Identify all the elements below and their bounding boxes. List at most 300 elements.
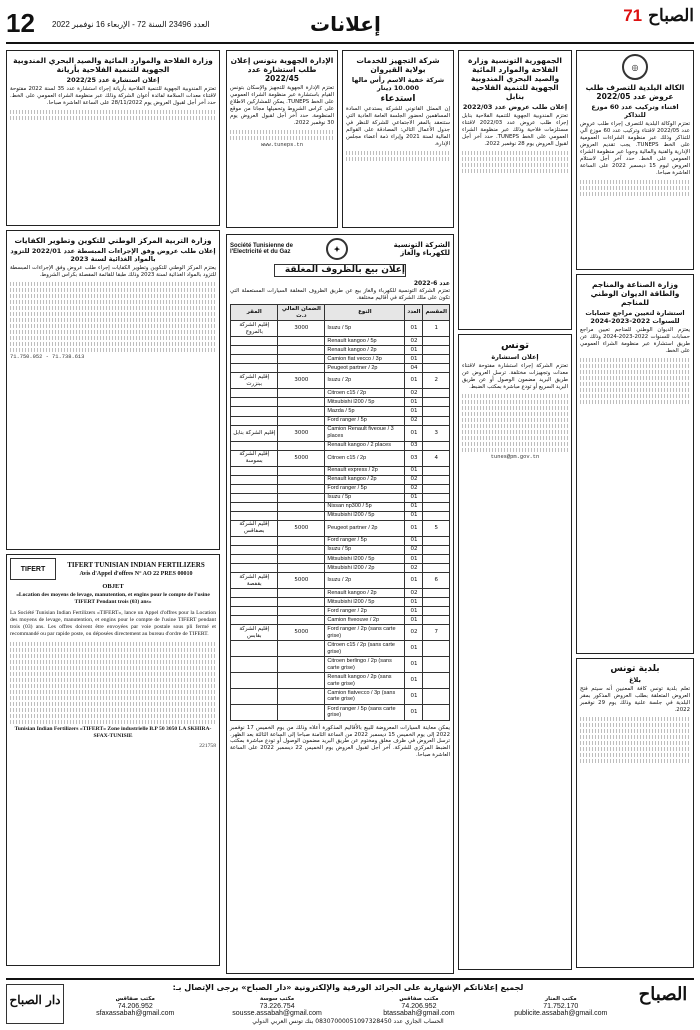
table-row [231, 321, 450, 337]
page-number: 12 [6, 8, 35, 38]
cell-lot [423, 607, 450, 616]
contact-phone: 74.206.952 [401, 1002, 437, 1010]
notice-office-mines [576, 274, 694, 654]
cell-type: Renault kangoo / 5p [325, 337, 405, 346]
column-3 [342, 50, 454, 230]
notice-title: الكالة البلدية للتصرف طلب عروض عدد 2022/05 [585, 83, 685, 101]
table-row [231, 346, 450, 355]
cell-type: Citroen berlingo / 2p (sans carte grise) [325, 657, 405, 673]
cell-lot [423, 466, 450, 475]
notice-kairouan [342, 50, 454, 228]
contact-phone: 71.752.170 [543, 1002, 579, 1010]
dar-assabah-logo: دار الصباح [6, 984, 64, 1024]
notice-title: الإدارة الجهوية بتونس إعلان طلب استشارة عدد 2022/45 [230, 56, 334, 83]
col-header-site: المقر [231, 305, 278, 321]
notice-title: شركة التجهيز للخدمات بولاية القيروان [356, 56, 440, 74]
table-row [231, 484, 450, 493]
steg-name-fr: Société Tunisienne de l'Electricité et du Gaz [230, 243, 293, 255]
table-row [231, 441, 450, 450]
notice-body: تعتزم المندوبية الجهوية للتنمية الفلاحية بنابل إجراء طلب عروض عدد 2022/03 لاقتناء مستلزمات فلاحية وذلك عبر منظومة الشراء العمومي على الخط TUNEPS. حدد آخر أجل لقبول العروض يوم 28 نوفمبر 2022. [462, 113, 568, 148]
cell-guarantee [278, 407, 325, 416]
tifert-heading [56, 559, 216, 579]
masthead-logo [622, 6, 694, 26]
cell-type: Renault kangoo / 2p (sans carte grise) [325, 673, 405, 689]
cell-guarantee [278, 673, 325, 689]
cell-guarantee [278, 364, 325, 373]
notice-body: تعتزم الوكالة البلدية للتصرف إجراء طلب عروض عدد 2022/05 لاقتناء وتركيب عدد 60 موزع آلي للتذاكر وذلك عبر منظومة الشراءات العمومية على الخط TUNEPS. يجب تقديم العروض الإدارية والفنية والمالية وجوبا عبر منظومة الشراء العمومي على الخط. حدد آخر أجل لاستلام العروض ليوم 15 ديسمبر 2022 على الساعة العاشرة صباحا. [580, 121, 691, 177]
notice-subtitle: إعلان طلب عروض عدد 2022/03 [462, 103, 568, 111]
cell-lot [423, 389, 450, 398]
website-link[interactable]: www.tuneps.tn [260, 142, 304, 149]
cell-type: Peugeot partner / 2p [325, 364, 405, 373]
cell-type: Isuzu / 5p [325, 321, 405, 337]
contact-office [68, 996, 202, 1017]
col-header-count: العدد [405, 305, 423, 321]
cell-count: 01 [405, 607, 423, 616]
notice-body: يعتزم الديوان الوطني للمناجم تعيين مراجع حسابات للسنوات 2022-2023-2024 وذلك عن طريق استشارة عبر منظومة الشراء العمومي على الخط. [580, 327, 690, 355]
table-row [231, 416, 450, 425]
cell-count: 01 [405, 373, 423, 389]
notice-title: وزارة الفلاحة والموارد المائية والصيد البحري المندوبية الجهوية للتنمية الفلاحية بأريانة [13, 56, 213, 74]
cell-lot [423, 616, 450, 625]
contact-label: مكتب سوسة [259, 996, 295, 1002]
cell-site [231, 641, 278, 657]
cell-type: Ford ranger / 5p [325, 536, 405, 545]
cell-lot [423, 337, 450, 346]
cell-guarantee: 5000 [278, 520, 325, 536]
cell-guarantee [278, 355, 325, 364]
cell-type: Isuzu / 5p [325, 493, 405, 502]
cell-count: 01 [405, 657, 423, 673]
cell-lot: 5 [423, 520, 450, 536]
cell-guarantee: 5000 [278, 573, 325, 589]
notice-subtitle: استشارة لتعيين مراجع حسابات للسنوات 2022-2023-2024 [585, 309, 685, 325]
cell-lot: 6 [423, 573, 450, 589]
cell-count: 01 [405, 493, 423, 502]
cell-count: 03 [405, 450, 423, 466]
section-title: إعلانات [310, 12, 381, 36]
cell-lot: 2 [423, 373, 450, 389]
notice-direction-regionale [226, 50, 338, 228]
cell-count: 01 [405, 511, 423, 520]
municipal-agency-logo: ◎ [622, 54, 648, 80]
steg-notice-title: إعلان بيع بالظروف المغلقة [274, 264, 406, 277]
cell-count: 01 [405, 598, 423, 607]
table-row [231, 673, 450, 689]
cell-site [231, 416, 278, 425]
cell-lot [423, 346, 450, 355]
cell-site: إقليم الشركة بقابس [231, 625, 278, 641]
cell-lot [423, 502, 450, 511]
cell-type: Renault express / 2p [325, 466, 405, 475]
cell-guarantee [278, 389, 325, 398]
cell-count: 02 [405, 625, 423, 641]
cell-type: Renault kangoo / 2 places [325, 441, 405, 450]
notice-title: تونس [501, 340, 529, 351]
cell-guarantee [278, 545, 325, 554]
cell-lot [423, 689, 450, 705]
cell-lot [423, 441, 450, 450]
table-row [231, 598, 450, 607]
cell-site [231, 364, 278, 373]
cell-type: Renault kangoo / 2p [325, 589, 405, 598]
steg-header [230, 238, 450, 260]
tifert-header [10, 558, 216, 580]
assabah-logo: الصباح [638, 984, 688, 1005]
notice-title: وزارة التربية المركز الوطني للتكوين وتطوير الكفايات [14, 236, 212, 245]
cell-count: 01 [405, 425, 423, 441]
col-header-type: النوع [325, 305, 405, 321]
cell-site [231, 511, 278, 520]
notice-subtitle: اقتناء وتركيب عدد 60 موزع للتذاكر [591, 103, 679, 119]
cell-count: 01 [405, 502, 423, 511]
contact-office [494, 996, 628, 1017]
table-row [231, 502, 450, 511]
cell-lot [423, 641, 450, 657]
tifert-objet-label: OBJET [102, 583, 124, 590]
cell-type: Mitsubishi l200 / 5p [325, 511, 405, 520]
cell-lot [423, 398, 450, 407]
cell-guarantee [278, 475, 325, 484]
masthead [622, 6, 694, 40]
contact-phone: 73.226.754 [259, 1002, 295, 1010]
notice-baladiya-tunis [576, 658, 694, 968]
cell-lot [423, 484, 450, 493]
cell-guarantee [278, 554, 325, 563]
notice-nabeul [458, 50, 572, 330]
table-row [231, 407, 450, 416]
contact-email: tunes@pm.gov.tn [490, 454, 540, 461]
cell-guarantee [278, 598, 325, 607]
cell-type: Isuzu / 2p [325, 573, 405, 589]
cell-site [231, 545, 278, 554]
cell-guarantee [278, 416, 325, 425]
cell-site [231, 704, 278, 720]
table-row [231, 520, 450, 536]
cell-count: 01 [405, 346, 423, 355]
cell-site [231, 441, 278, 450]
column-2 [458, 50, 572, 974]
cell-lot [423, 364, 450, 373]
cell-count: 01 [405, 573, 423, 589]
cell-guarantee [278, 441, 325, 450]
table-row [231, 641, 450, 657]
notice-body: تعتزم الشركة إجراء استشارة مفتوحة لاقتناء معدات وتجهيزات مختلفة. ترسل العروض عن طريق البريد مضمون الوصول أو عن طريق البريد السريع أو تودع مباشرة بمكتب الضبط. [462, 363, 568, 391]
contact-email: publicite.assabah@gmail.com [514, 1009, 608, 1017]
cell-guarantee: 3000 [278, 321, 325, 337]
cell-lot [423, 564, 450, 573]
table-row [231, 337, 450, 346]
notice-subtitle: بلاغ [629, 676, 641, 684]
cell-site [231, 484, 278, 493]
cell-lot [423, 545, 450, 554]
cell-guarantee: 5000 [278, 625, 325, 641]
tifert-ref: 221758 [199, 743, 216, 750]
table-row [231, 511, 450, 520]
notice-subtitle: شركة خفية الاسم رأس مالها 10.000 دينار [351, 76, 445, 92]
cell-type: Citroen c15 / 2p [325, 450, 405, 466]
table-row [231, 425, 450, 441]
cell-site: إقليم الشركة بالمروج [231, 321, 278, 337]
cell-site [231, 389, 278, 398]
cell-type: Citroen c15 / 2p (sans carte grise) [325, 641, 405, 657]
cell-type: Camion fiat vecco / 3p [325, 355, 405, 364]
cell-site [231, 598, 278, 607]
cell-lot [423, 673, 450, 689]
cell-type: Isuzu / 5p [325, 545, 405, 554]
cell-count: 02 [405, 589, 423, 598]
table-row [231, 475, 450, 484]
cell-site [231, 589, 278, 598]
bank-account: الحساب الجاري عدد 08307000051097328450 بنك تونس العربي الدولي [252, 1018, 444, 1025]
steg-logo-icon: ✦ [326, 238, 348, 260]
cell-count: 02 [405, 416, 423, 425]
tifert-company: TIFERT TUNISIAN INDIAN FERTILIZERS [67, 561, 205, 569]
cell-site: إقليم الشركة بقفصة [231, 573, 278, 589]
notice-body: تعلم بلدية تونس كافة المعنيين أنه سيتم فتح العروض المتعلقة بطلب العروض المذكور بمقر البلدية في جلسة علنية وذلك يوم 29 نوفمبر 2022. [580, 686, 690, 714]
table-row [231, 607, 450, 616]
cell-type: Citroen c15 / 2p [325, 389, 405, 398]
cell-count: 02 [405, 484, 423, 493]
column-1 [576, 50, 694, 974]
notice-title: وزارة الصناعة والمناجم والطاقة الديوان الوطني للمناجم [590, 280, 680, 307]
cell-site [231, 554, 278, 563]
table-row [231, 389, 450, 398]
table-row [231, 689, 450, 705]
cell-lot [423, 416, 450, 425]
issue-line: العدد 23496 السنة 72 - الإربعاء 16 نوفمبر 2022 [52, 20, 210, 29]
cell-guarantee [278, 536, 325, 545]
cell-site [231, 337, 278, 346]
cell-guarantee [278, 502, 325, 511]
table-row [231, 536, 450, 545]
cell-type: Mitsubishi l200 / 2p [325, 564, 405, 573]
cell-site: إقليم الشركة بسوسة [231, 450, 278, 466]
cell-site [231, 398, 278, 407]
steg-name-ar: الشركة التونسية للكهرباء والغاز [393, 241, 450, 257]
cell-guarantee [278, 657, 325, 673]
notice-title: بلدية تونس [610, 664, 660, 674]
cell-count: 02 [405, 545, 423, 554]
cell-lot [423, 355, 450, 364]
cell-type: Mitsubishi l200 / 5p [325, 398, 405, 407]
page-footer [6, 978, 694, 1024]
footer-contacts [68, 996, 628, 1017]
cell-site [231, 475, 278, 484]
tifert-notice-number: Avis d'Appel d'offres N° AO 22 PRES 00010 [79, 571, 193, 577]
contact-email: sousse.assabah@gmail.com [232, 1009, 322, 1017]
table-row [231, 589, 450, 598]
cell-type: Ford ranger / 5p (sans carte grise) [325, 704, 405, 720]
cell-count: 01 [405, 616, 423, 625]
cell-count: 02 [405, 564, 423, 573]
table-row [231, 554, 450, 563]
contact-label: مكتب المنار [544, 996, 577, 1002]
steg-footer-text: يمكن معاينة السيارات المعروضة للبيع بالأقاليم المذكورة أعلاه وذلك من يوم الخميس 17 نوفمبر 2022 إلى يوم الخميس 15 ديسمبر 2022 من الساعة الثامنة صباحا إلى الساعة الثالثة بعد الظهر. ترسل العروض في ظرف مغلق ومختوم عن طريق البريد مضمون الوصول أو تودع مباشرة بمكتب الضبط المركزي للشركة. آخر أجل لقبول العروض يوم الخميس 22 ديسمبر 2022 على الساعة العاشرة صباحا. [230, 724, 450, 758]
footer-title: لجميع إعلاناتكم الإشهارية على الجرائد الورقية والإلكترونية «دار الصباح» يرجى الإتصال بـ: [172, 983, 524, 992]
cell-type: Camion fiveouve / 2p [325, 616, 405, 625]
cell-count: 01 [405, 355, 423, 364]
cell-type: Mitsubishi l200 / 5p [325, 554, 405, 563]
contact-office [352, 996, 486, 1017]
cell-type: Mazda / 5p [325, 407, 405, 416]
table-row [231, 657, 450, 673]
column-4 [226, 50, 338, 230]
cell-site: إقليم الشركة ببنزرت [231, 373, 278, 389]
cell-guarantee: 5000 [278, 450, 325, 466]
cell-guarantee [278, 346, 325, 355]
cell-count: 01 [405, 641, 423, 657]
cell-type: Mitsubishi l200 / 5p [325, 598, 405, 607]
notice-subtitle: إعلان استشارة عدد 2022/25 [66, 76, 160, 84]
page-header [6, 6, 694, 44]
table-row [231, 616, 450, 625]
table-row [231, 398, 450, 407]
cell-site [231, 689, 278, 705]
cell-type: Camion Renault fiveoue / 3 places [325, 425, 405, 441]
cell-count: 02 [405, 389, 423, 398]
cell-guarantee [278, 641, 325, 657]
phone-numbers: 71.750.052 - 71.738.613 [10, 354, 85, 361]
cell-lot [423, 589, 450, 598]
cell-lot: 4 [423, 450, 450, 466]
col-header-lot: المقسم [423, 305, 450, 321]
cell-site [231, 657, 278, 673]
cell-type: Ford ranger / 2p (sans carte grise) [325, 625, 405, 641]
cell-count: 01 [405, 520, 423, 536]
cell-site [231, 502, 278, 511]
notice-body: تعتزم المندوبية الجهوية للتنمية الفلاحية بأريانة إجراء استشارة عدد 35 لسنة 2022 مفتوحة لاقتناء معدات السلامة لفائدة أعوان الشركة وذلك عبر منظومة الشراء العمومي على الخط. حدد آخر أجل لقبول العروض يوم 28/11/2022 على الساعة العاشرة صباحا. [10, 86, 216, 107]
col-header-guarantee: الضمان المالي د.ت [278, 305, 325, 321]
cell-site: إقليم الشركة بنابل [231, 425, 278, 441]
cell-site [231, 616, 278, 625]
steg-intro: تعتزم الشركة التونسية للكهرباء والغاز بيع عن طريق الظروف المغلقة السيارات المستعملة التي تكون على ملك الشركة في أقاليم مختلفة. [230, 287, 450, 301]
cell-site [231, 346, 278, 355]
cell-lot [423, 511, 450, 520]
cell-site [231, 564, 278, 573]
cell-lot [423, 407, 450, 416]
contact-email: btassabah@gmail.com [383, 1009, 455, 1017]
notice-body: يعتزم المركز الوطني للتكوين وتطوير الكفايات إجراء طلب عروض وفق الإجراءات المبسطة للتزود بالمواد الغذائية لسنة 2023 وذلك طبقا للقائمة المفصلة بكراس الشروط. [10, 265, 216, 279]
steg-table-body [231, 321, 450, 721]
contact-email: sfaxassabah@gmail.com [96, 1009, 175, 1017]
cell-lot [423, 704, 450, 720]
notice-subtitle: إعلان طلب عروض وفق الإجراءات المبسطة عدد 2022/01 للتزود بالمواد الغذائية لسنة 2023 [10, 247, 216, 263]
table-row [231, 564, 450, 573]
contact-label: مكتب صفاقس [115, 996, 155, 1002]
notice-agence-municipale [576, 50, 694, 270]
cell-site [231, 466, 278, 475]
cell-lot: 1 [423, 321, 450, 337]
notice-title: الجمهورية التونسية وزارة الفلاحة والموارد المائية والصيد البحري المندوبية الجهوية للتنمية الفلاحية بنابل [468, 56, 562, 101]
cell-type: Ford ranger / 5p [325, 484, 405, 493]
column-5 [6, 50, 220, 974]
cell-count: 01 [405, 407, 423, 416]
cell-guarantee [278, 589, 325, 598]
cell-type: Peugeot partner / 2p [325, 520, 405, 536]
cell-count: 04 [405, 364, 423, 373]
box-title: استدعاء [380, 94, 416, 104]
cell-count: 01 [405, 704, 423, 720]
tifert-objet: «Location des moyens de levage, manutention, et engins pour le compte de l'usine TIFERT Pendant trois (03) ans» [16, 592, 210, 606]
cell-guarantee [278, 337, 325, 346]
cell-lot [423, 536, 450, 545]
cell-guarantee [278, 466, 325, 475]
table-row [231, 373, 450, 389]
notice-tunis-consultation [458, 334, 572, 970]
cell-lot [423, 475, 450, 484]
cell-guarantee: 3000 [278, 373, 325, 389]
table-row [231, 466, 450, 475]
cell-site [231, 407, 278, 416]
table-row [231, 450, 450, 466]
cell-guarantee [278, 398, 325, 407]
masthead-text: الصباح [648, 6, 694, 26]
cell-lot: 7 [423, 625, 450, 641]
cell-guarantee [278, 564, 325, 573]
cell-guarantee [278, 511, 325, 520]
cell-count: 01 [405, 466, 423, 475]
table-row [231, 704, 450, 720]
masthead-number: 71 [623, 6, 643, 25]
tifert-address: Tunisian Indian Fertilizers «TIFERT» Zone industrielle B.P 50 3050 LA SKHIRA-SFAX-TUNISIE [14, 725, 212, 739]
cell-guarantee [278, 616, 325, 625]
cell-count: 01 [405, 536, 423, 545]
cell-type: Ford ranger / 2p [325, 607, 405, 616]
cell-count: 02 [405, 475, 423, 484]
cell-site [231, 493, 278, 502]
table-row [231, 573, 450, 589]
tifert-logo: TIFERT [10, 558, 56, 580]
cell-lot [423, 657, 450, 673]
notice-body: تعتزم الإدارة الجهوية للتجهيز والإسكان بتونس القيام باستشارة عبر منظومة الشراء العمومي على الخط TUNEPS. يمكن للمشاركين الاطلاع على كراس الشروط وتحميلها مجانا من موقع المنظومة. حدد آخر أجل لقبول العروض يوم 30 نوفمبر 2022. [230, 85, 334, 127]
cell-site [231, 607, 278, 616]
cell-site [231, 673, 278, 689]
steg-notice-number: عدد 6-2022 [413, 280, 450, 288]
steg-sale-notice [226, 234, 454, 974]
contact-label: مكتب صفاقس [399, 996, 439, 1002]
cell-lot [423, 554, 450, 563]
cell-guarantee [278, 607, 325, 616]
table-row [231, 493, 450, 502]
cell-type: Renault kangoo / 2p [325, 475, 405, 484]
notice-ariana [6, 50, 220, 226]
table-row [231, 364, 450, 373]
notice-education [6, 230, 220, 550]
newspaper-page [6, 6, 694, 1024]
table-header-row [231, 305, 450, 321]
table-row [231, 625, 450, 641]
notice-body: إن الممثل القانوني للشركة يستدعي السادة المساهمين لحضور الجلسة العامة العادية التي ستنعقد بالمقر الاجتماعي للشركة للنظر في جدول الأعمال التالي: المصادقة على القوائم المالية لسنة 2021 وإبراء ذمة أعضاء مجلس الإدارة. [346, 106, 450, 148]
cell-guarantee [278, 484, 325, 493]
cell-type: Isuzu / 2p [325, 373, 405, 389]
cell-count: 02 [405, 337, 423, 346]
cell-type: Camion fiatvecco / 3p (sans carte grise) [325, 689, 405, 705]
cell-count: 01 [405, 321, 423, 337]
cell-guarantee [278, 704, 325, 720]
cell-site: إقليم الشركة بصفاقس [231, 520, 278, 536]
cell-count: 01 [405, 554, 423, 563]
contact-phone: 74.206.952 [117, 1002, 153, 1010]
cell-site [231, 355, 278, 364]
contact-office [210, 996, 344, 1017]
cell-lot [423, 598, 450, 607]
cell-type: Ford ranger / 5p [325, 416, 405, 425]
cell-type: Nissan np300 / 5p [325, 502, 405, 511]
cell-site [231, 536, 278, 545]
tifert-body: La Société Tunisian Indian Fertilizers «TIFERT», lance un Appel d'offres pour la Location des moyens de levage, manutention, et engins pour le compte de l'usine TIFERT pendant trois (03) ans. Les offres doivent être envoyées par voie postale sous pli fermé et recommandé ou par rapide poste, ou déposées directement au bureau d'ordre de TIFERT. [10, 609, 216, 638]
notice-tifert [6, 554, 220, 966]
